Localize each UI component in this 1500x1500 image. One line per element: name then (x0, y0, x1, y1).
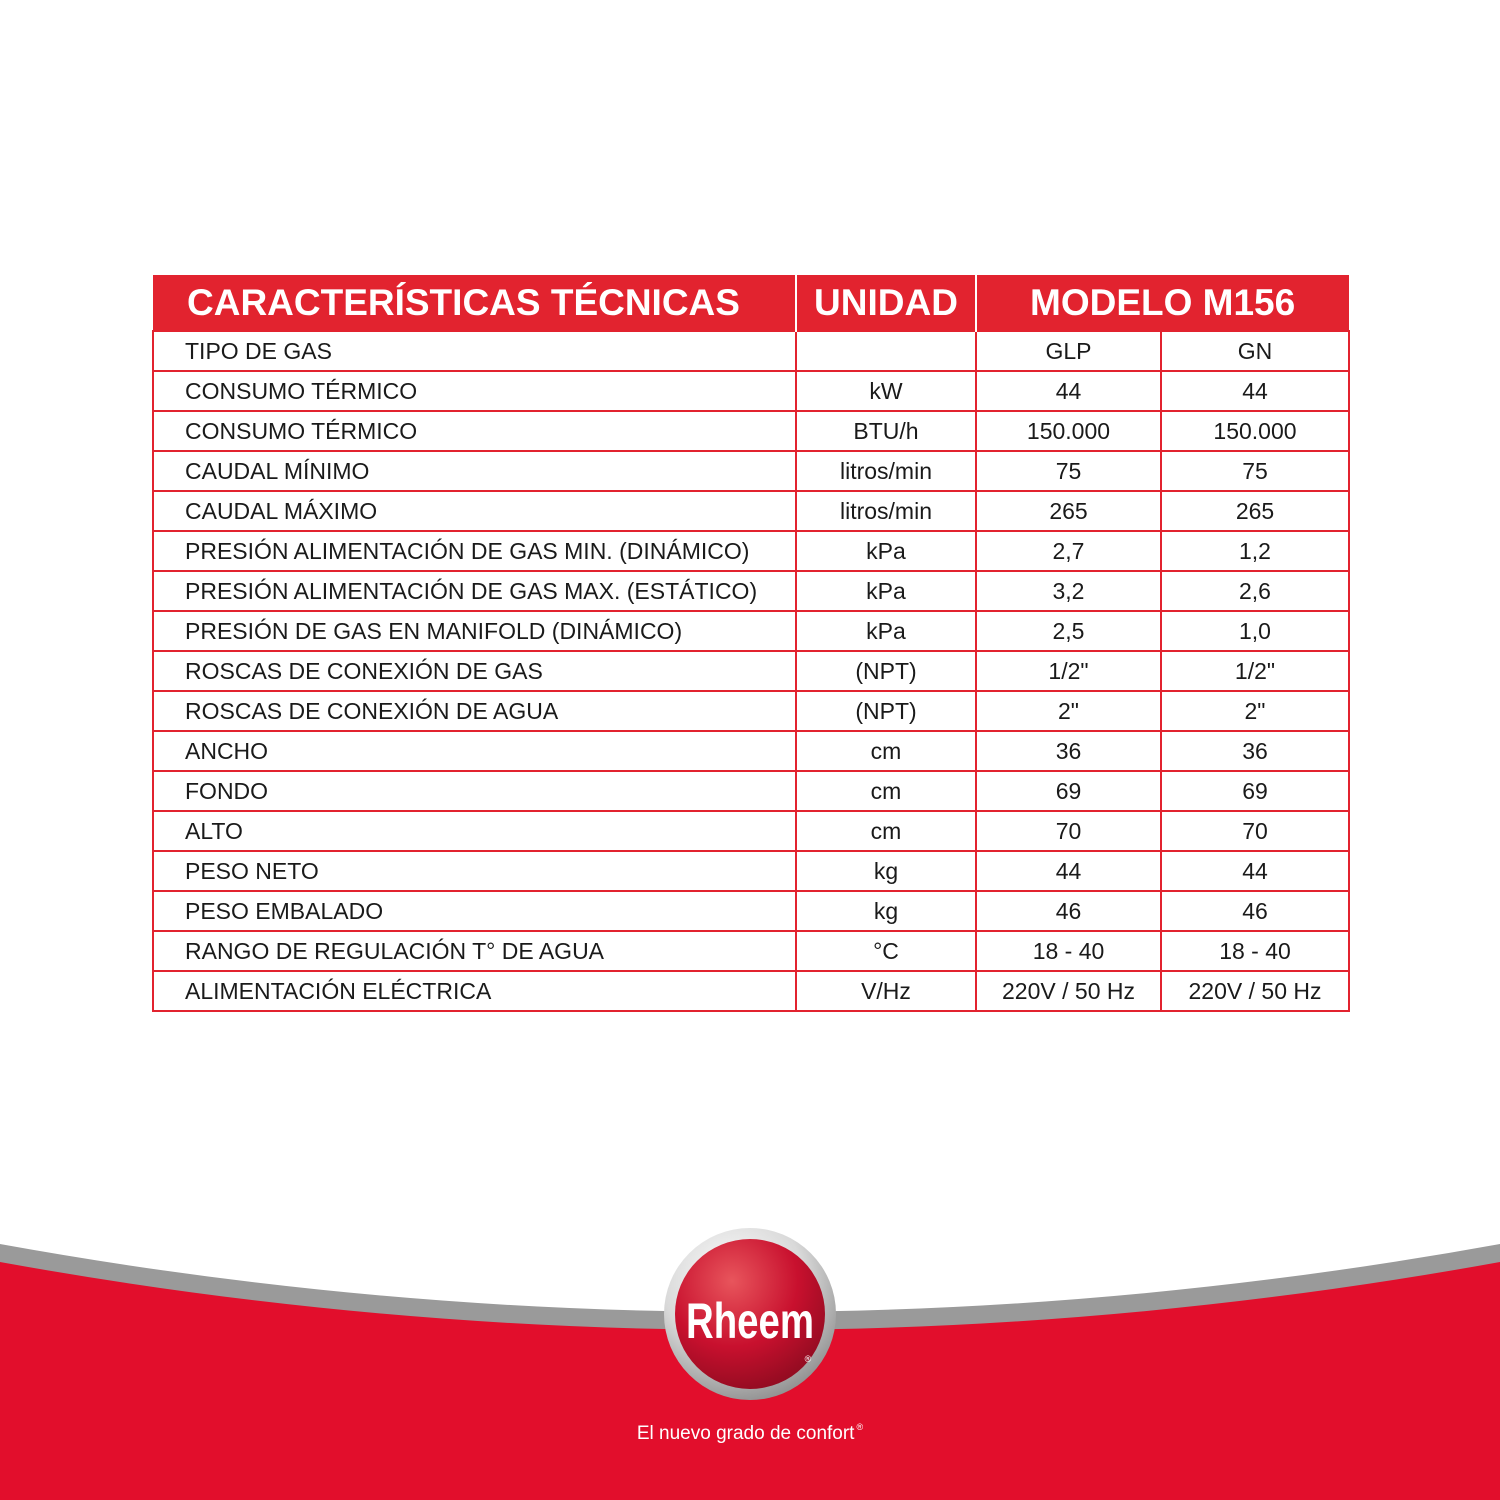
gn-cell: 265 (1161, 491, 1349, 531)
unit-cell: cm (796, 771, 976, 811)
feature-cell: ALIMENTACIÓN ELÉCTRICA (153, 971, 796, 1011)
glp-cell: 2,7 (976, 531, 1161, 571)
gn-cell: 18 - 40 (1161, 931, 1349, 971)
unit-cell: BTU/h (796, 411, 976, 451)
gn-cell: 150.000 (1161, 411, 1349, 451)
table-row (153, 891, 1349, 931)
unit-cell: litros/min (796, 491, 976, 531)
feature-cell: PRESIÓN DE GAS EN MANIFOLD (DINÁMICO) (153, 611, 796, 651)
unit-cell (796, 331, 976, 371)
unit-cell: litros/min (796, 451, 976, 491)
gn-cell: 75 (1161, 451, 1349, 491)
header-feature: CARACTERÍSTICAS TÉCNICAS (153, 275, 796, 331)
table-row (153, 771, 1349, 811)
glp-cell: 1/2" (976, 651, 1161, 691)
rheem-logo (662, 1226, 838, 1402)
glp-cell: 44 (976, 851, 1161, 891)
feature-cell: CONSUMO TÉRMICO (153, 371, 796, 411)
glp-cell: 220V / 50 Hz (976, 971, 1161, 1011)
feature-cell: PESO NETO (153, 851, 796, 891)
unit-cell: kPa (796, 571, 976, 611)
table-row (153, 531, 1349, 571)
feature-cell: ANCHO (153, 731, 796, 771)
feature-cell: PESO EMBALADO (153, 891, 796, 931)
glp-cell: 18 - 40 (976, 931, 1161, 971)
glp-cell: 2,5 (976, 611, 1161, 651)
feature-cell: CAUDAL MÁXIMO (153, 491, 796, 531)
tagline-registered-mark: ® (856, 1422, 864, 1432)
unit-cell: kW (796, 371, 976, 411)
unit-cell: kPa (796, 531, 976, 571)
table-row (153, 931, 1349, 971)
table-row (153, 851, 1349, 891)
glp-cell: GLP (976, 331, 1161, 371)
gn-cell: 2" (1161, 691, 1349, 731)
glp-cell: 69 (976, 771, 1161, 811)
gn-cell: 220V / 50 Hz (1161, 971, 1349, 1011)
gn-cell: 69 (1161, 771, 1349, 811)
glp-cell: 70 (976, 811, 1161, 851)
table-row (153, 491, 1349, 531)
logo-wordmark: Rheem (686, 1293, 814, 1349)
table-row (153, 691, 1349, 731)
spec-table (152, 275, 1350, 1012)
table-row (153, 651, 1349, 691)
gn-cell: 44 (1161, 851, 1349, 891)
gn-cell: 1/2" (1161, 651, 1349, 691)
unit-cell: kg (796, 851, 976, 891)
feature-cell: CONSUMO TÉRMICO (153, 411, 796, 451)
gn-cell: 44 (1161, 371, 1349, 411)
table-row (153, 811, 1349, 851)
unit-cell: (NPT) (796, 691, 976, 731)
unit-cell: V/Hz (796, 971, 976, 1011)
feature-cell: ALTO (153, 811, 796, 851)
header-model: MODELO M156 (976, 275, 1349, 331)
tagline-text: El nuevo grado de confort (636, 1423, 855, 1444)
gn-cell: 46 (1161, 891, 1349, 931)
unit-cell: °C (796, 931, 976, 971)
feature-cell: PRESIÓN ALIMENTACIÓN DE GAS MAX. (ESTÁTICO) (153, 571, 796, 611)
gn-cell: 36 (1161, 731, 1349, 771)
table-row (153, 611, 1349, 651)
gn-cell: GN (1161, 331, 1349, 371)
table-row (153, 571, 1349, 611)
unit-cell: kg (796, 891, 976, 931)
table-row (153, 971, 1349, 1011)
feature-cell: RANGO DE REGULACIÓN T° DE AGUA (153, 931, 796, 971)
tagline (0, 1422, 1500, 1445)
gn-cell: 2,6 (1161, 571, 1349, 611)
table-row (153, 331, 1349, 371)
unit-cell: (NPT) (796, 651, 976, 691)
table-row (153, 451, 1349, 491)
glp-cell: 36 (976, 731, 1161, 771)
table-row (153, 411, 1349, 451)
glp-cell: 2" (976, 691, 1161, 731)
table-row (153, 731, 1349, 771)
header-unit: UNIDAD (796, 275, 976, 331)
unit-cell: cm (796, 731, 976, 771)
feature-cell: ROSCAS DE CONEXIÓN DE GAS (153, 651, 796, 691)
glp-cell: 265 (976, 491, 1161, 531)
unit-cell: kPa (796, 611, 976, 651)
glp-cell: 75 (976, 451, 1161, 491)
header-row (153, 275, 1349, 331)
glp-cell: 44 (976, 371, 1161, 411)
gn-cell: 70 (1161, 811, 1349, 851)
feature-cell: PRESIÓN ALIMENTACIÓN DE GAS MIN. (DINÁMICO) (153, 531, 796, 571)
glp-cell: 46 (976, 891, 1161, 931)
table-row (153, 371, 1349, 411)
feature-cell: TIPO DE GAS (153, 331, 796, 371)
gn-cell: 1,0 (1161, 611, 1349, 651)
feature-cell: ROSCAS DE CONEXIÓN DE AGUA (153, 691, 796, 731)
registered-mark: ® (804, 1354, 812, 1364)
feature-cell: FONDO (153, 771, 796, 811)
gn-cell: 1,2 (1161, 531, 1349, 571)
glp-cell: 150.000 (976, 411, 1161, 451)
unit-cell: cm (796, 811, 976, 851)
feature-cell: CAUDAL MÍNIMO (153, 451, 796, 491)
glp-cell: 3,2 (976, 571, 1161, 611)
